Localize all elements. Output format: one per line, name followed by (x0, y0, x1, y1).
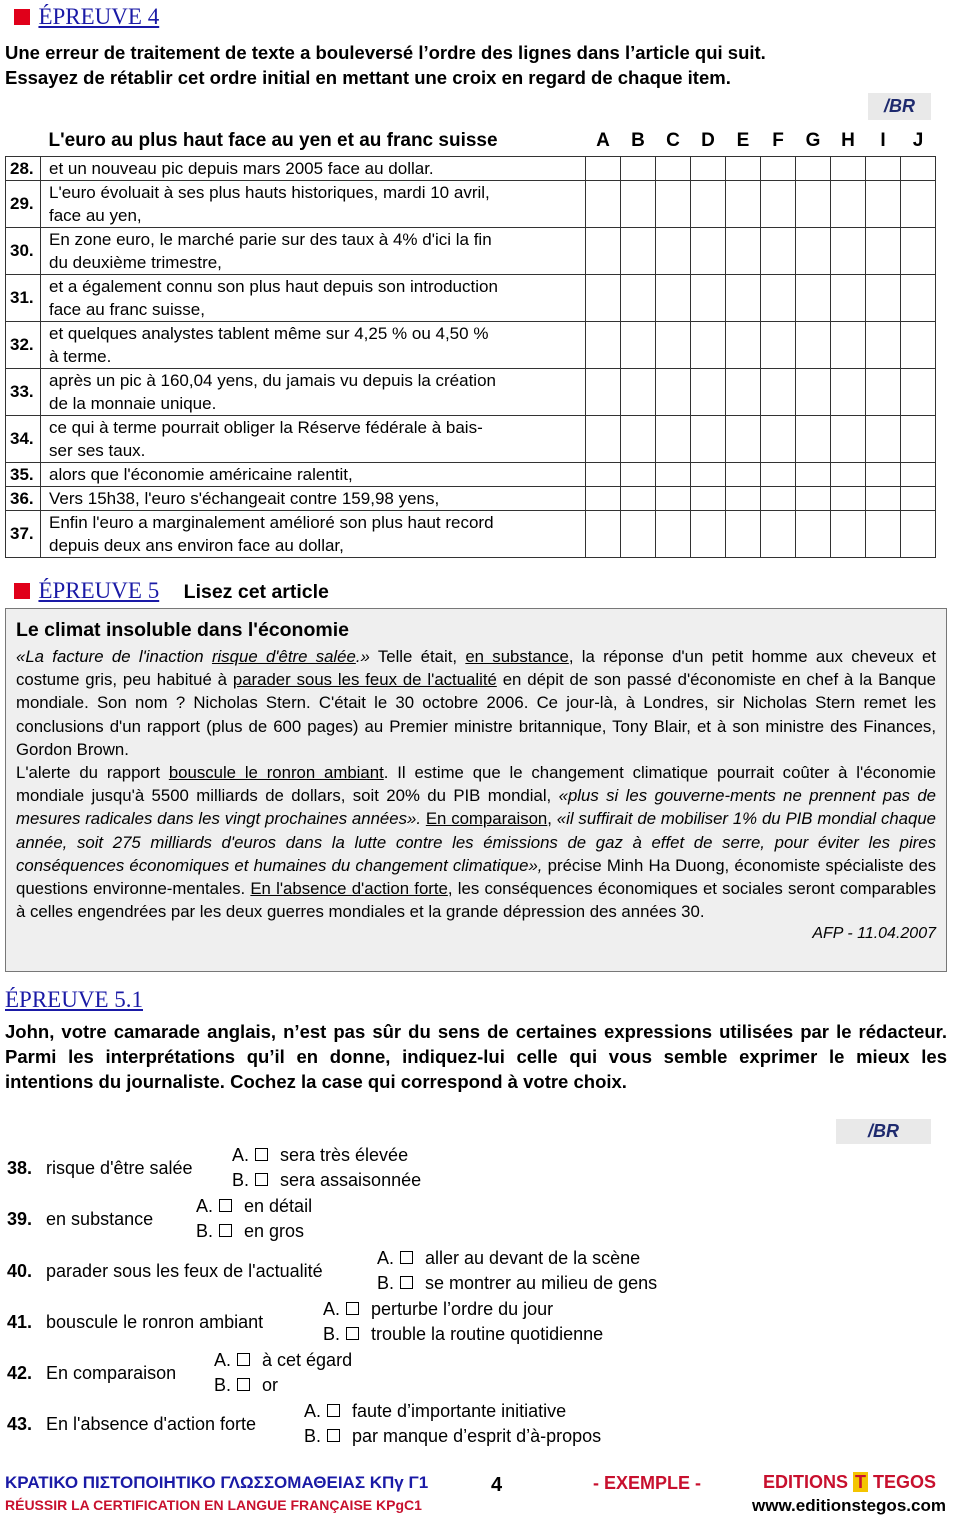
answer-cell[interactable] (691, 181, 726, 228)
answer-cell[interactable] (691, 275, 726, 322)
article-text: , les conséquences économiques et sociales seront comparables à celles engendrées par les deux guerres mondiales et la grande dépression des années 30. (16, 879, 936, 922)
option-label: B. (304, 1426, 322, 1446)
quote-text: «il suffirait de mobiliser 1% du PIB mondial chaque année, soit 275 milliards d'euros dans la lutte contre les émissions de gaz à effet de serre, pour éviter les pires conséquences économiques et humaines du changement climatique», (16, 809, 936, 875)
score-box: /BR (836, 1119, 931, 1144)
row-number: 36. (6, 487, 41, 511)
instruction-line-2: Essayez de rétablir cet ordre initial en mettant une croix en regard de chaque item. (5, 67, 731, 88)
row-text-line: Vers 15h38, l'euro s'échangeait contre 159,98 yens, (49, 489, 440, 508)
row-text (41, 275, 586, 322)
editions-t-mark: T (855, 1472, 867, 1492)
row-text-line: à terme. (49, 347, 112, 366)
column-header: E (736, 130, 750, 151)
article-text: . Il estime que le changement climatique pourrait coûter à l'économie mondiale jusqu'à 5500 milliards de dollars, soit 20% du PIB mondial, (16, 763, 937, 806)
table-row (6, 416, 936, 463)
answer-cell[interactable] (866, 416, 901, 463)
row-number: 37. (6, 511, 41, 558)
editions-logo (763, 1472, 936, 1493)
table-row (6, 181, 936, 228)
ordering-table (5, 126, 936, 558)
option-text: perturbe l’ordre du jour (371, 1299, 554, 1319)
option-label: A. (214, 1350, 232, 1370)
article-body (16, 645, 936, 923)
table-heading: L'euro au plus haut face au yen et au franc suisse (48, 130, 498, 151)
row-text (41, 157, 586, 181)
answer-cell[interactable] (866, 487, 901, 511)
question (7, 1207, 153, 1232)
answer-cell[interactable] (656, 416, 691, 463)
answer-cell[interactable] (586, 228, 621, 275)
answer-cell[interactable] (796, 487, 831, 511)
table-header-row (6, 126, 936, 157)
answer-cell[interactable] (586, 181, 621, 228)
editions-label: EDITIONS (763, 1472, 854, 1492)
checkbox[interactable] (219, 1224, 232, 1237)
answer-cell[interactable] (831, 181, 866, 228)
row-text (41, 228, 586, 275)
answer-cell[interactable] (691, 463, 726, 487)
row-number: 28. (6, 157, 41, 181)
option-text: faute d’importante initiative (352, 1401, 567, 1421)
row-number: 35. (6, 463, 41, 487)
instruction-line-1: Une erreur de traitement de texte a bouleversé l’ordre des lignes dans l’article qui suit. (5, 42, 766, 63)
answer-cell[interactable] (691, 487, 726, 511)
answer-cell[interactable] (586, 369, 621, 416)
option-a (196, 1194, 312, 1219)
option-b (323, 1322, 603, 1347)
answer-cell[interactable] (656, 487, 691, 511)
column-header: B (631, 130, 645, 151)
option-label: A. (196, 1196, 214, 1216)
answer-cell[interactable] (586, 322, 621, 369)
expression-parader: parader sous les feux de l'actualité (232, 670, 497, 690)
question-number: 41. (7, 1312, 33, 1332)
checkbox[interactable] (327, 1404, 340, 1417)
option-label: A. (232, 1145, 250, 1165)
article-text: , la réponse d'un petit homme aux cheveux et costume gris, peu habitué à (16, 647, 937, 690)
answer-cell[interactable] (691, 322, 726, 369)
answer-cell[interactable] (761, 228, 796, 275)
answer-cell[interactable] (866, 275, 901, 322)
answer-cell[interactable] (726, 275, 761, 322)
row-number: 33. (6, 369, 41, 416)
answer-cell[interactable] (761, 416, 796, 463)
option-label: A. (377, 1248, 395, 1268)
answer-cell[interactable] (901, 322, 936, 369)
answer-cell[interactable] (831, 463, 866, 487)
answer-cell[interactable] (831, 322, 866, 369)
option-b (214, 1373, 278, 1398)
row-text-line: ce qui à terme pourrait obliger la Réserve fédérale à bais- (49, 418, 483, 437)
answer-cell[interactable] (621, 369, 656, 416)
option-a (214, 1348, 352, 1373)
checkbox[interactable] (255, 1173, 268, 1186)
answer-cell[interactable] (831, 157, 866, 181)
answer-cell[interactable] (621, 463, 656, 487)
answer-cell[interactable] (691, 157, 726, 181)
answer-cell[interactable] (691, 511, 726, 558)
option-text: aller au devant de la scène (425, 1248, 641, 1268)
row-text-line: du deuxième trimestre, (49, 253, 222, 272)
option-text: à cet égard (262, 1350, 353, 1370)
option-text: sera très élevée (280, 1145, 409, 1165)
option-a (304, 1399, 566, 1424)
epreuve5-subtitle: Lisez cet article (183, 581, 329, 603)
answer-cell[interactable] (726, 511, 761, 558)
epreuve5-title: ÉPREUVE 5 (38, 578, 160, 603)
answer-cell[interactable] (726, 181, 761, 228)
editions-label: TEGOS (868, 1472, 937, 1492)
column-header: H (841, 130, 855, 151)
option-label: B. (377, 1273, 395, 1293)
checkbox[interactable] (237, 1378, 250, 1391)
question-expression: risque d'être salée (46, 1158, 193, 1178)
column-header: J (912, 130, 924, 151)
expression-substance: en substance (465, 647, 569, 666)
option-b (377, 1271, 657, 1296)
option-label: B. (232, 1170, 250, 1190)
expression-bouscule: bouscule le ronron ambiant (168, 763, 384, 783)
answer-cell[interactable] (901, 416, 936, 463)
answer-cell[interactable] (866, 463, 901, 487)
option-a (232, 1143, 408, 1168)
option-label: A. (323, 1299, 341, 1319)
article-text: précise Minh Ha Duong, économiste spécialiste des questions environne-mentales. (16, 855, 936, 899)
answer-cell[interactable] (586, 275, 621, 322)
option-text: sera assaisonnée (280, 1170, 422, 1190)
row-text-line: après un pic à 160,04 yens, du jamais vu depuis la création (49, 371, 496, 390)
checkbox[interactable] (219, 1199, 232, 1212)
option-a (377, 1246, 640, 1271)
row-text-line: depuis deux ans environ face au dollar, (49, 536, 344, 555)
answer-cell[interactable] (621, 157, 656, 181)
quote-text: «La facture de l'inaction (16, 647, 212, 666)
row-text (41, 369, 586, 416)
question-expression: bouscule le ronron ambiant (46, 1312, 264, 1332)
answer-cell[interactable] (656, 228, 691, 275)
answer-cell[interactable] (866, 369, 901, 416)
answer-cell[interactable] (796, 416, 831, 463)
answer-cell[interactable] (761, 511, 796, 558)
row-text-line: de la monnaie unique. (49, 394, 217, 413)
checkbox[interactable] (400, 1276, 413, 1289)
answer-cell[interactable] (691, 416, 726, 463)
table-row (6, 322, 936, 369)
question-expression: parader sous les feux de l'actualité (46, 1261, 323, 1281)
answer-cell[interactable] (761, 322, 796, 369)
answer-cell[interactable] (656, 511, 691, 558)
article-title: Le climat insoluble dans l'économie (16, 619, 349, 641)
expression-risque: risque d'être salée (211, 647, 356, 666)
answer-cell[interactable] (831, 511, 866, 558)
table-row (6, 228, 936, 275)
answer-cell[interactable] (586, 463, 621, 487)
answer-cell[interactable] (796, 463, 831, 487)
answer-cell[interactable] (901, 511, 936, 558)
question (7, 1412, 256, 1437)
answer-cell[interactable] (796, 157, 831, 181)
column-header: I (880, 130, 886, 151)
row-text-line: alors que l'économie américaine ralentit, (49, 465, 353, 484)
footer-greek: ΚΡΑΤΙΚΟ ΠΙΣΤΟΠΟΙΗΤΙΚΟ ΓΛΩΣΣΟΜΑΘΕΙΑΣ ΚΠγ Γ1 (5, 1473, 429, 1492)
question-expression: En comparaison (46, 1363, 177, 1383)
article-text: , (547, 809, 557, 829)
article-source: AFP - 11.04.2007 (812, 925, 936, 943)
question-number: 39. (7, 1209, 33, 1229)
row-number: 30. (6, 228, 41, 275)
answer-cell[interactable] (761, 369, 796, 416)
column-header: D (701, 130, 715, 151)
row-text-line: Enfin l'euro a marginalement amélioré son plus haut record (49, 513, 494, 532)
answer-cell[interactable] (621, 511, 656, 558)
red-square-icon (14, 583, 30, 599)
answer-cell[interactable] (691, 228, 726, 275)
answer-cell[interactable] (726, 416, 761, 463)
row-text (41, 416, 586, 463)
epreuve4-instruction (5, 40, 955, 90)
row-text (41, 487, 586, 511)
option-b (196, 1219, 304, 1244)
checkbox[interactable] (327, 1429, 340, 1442)
epreuve51-instruction: John, votre camarade anglais, n’est pas sûr du sens de certaines expressions utilisées par le rédacteur. Parmi les interprétations qu’il en donne, indiquez-lui celle qui vous semble exprimer le mieux les intentions du journaliste. Cochez la case qui correspond à votre choix. (5, 1021, 947, 1092)
expression-comparaison: En comparaison (425, 809, 548, 829)
table-row (6, 487, 936, 511)
answer-cell[interactable] (726, 228, 761, 275)
answer-cell[interactable] (831, 487, 866, 511)
answer-cell[interactable] (901, 463, 936, 487)
answer-cell[interactable] (726, 369, 761, 416)
answer-cell[interactable] (621, 228, 656, 275)
question (7, 1259, 323, 1284)
answer-cell[interactable] (656, 181, 691, 228)
question-expression: En l'absence d'action forte (46, 1414, 257, 1434)
row-text-line: ser ses taux. (49, 441, 146, 460)
column-header: F (772, 130, 784, 151)
answer-cell[interactable] (656, 157, 691, 181)
option-label: A. (304, 1401, 322, 1421)
column-header: A (596, 130, 610, 151)
option-b (304, 1424, 601, 1449)
footer-exemple: - EXEMPLE - (593, 1473, 702, 1493)
option-b (232, 1168, 421, 1193)
answer-cell[interactable] (586, 157, 621, 181)
epreuve5-heading (14, 578, 329, 604)
column-header: G (805, 130, 821, 151)
answer-cell[interactable] (726, 463, 761, 487)
row-text-line: En zone euro, le marché parie sur des taux à 4% d'ici la fin (49, 230, 492, 249)
expression-absence: En l'absence d'action forte (250, 879, 448, 899)
answer-cell[interactable] (656, 463, 691, 487)
answer-cell[interactable] (866, 157, 901, 181)
answer-cell[interactable] (761, 275, 796, 322)
epreuve4-heading (14, 4, 159, 30)
table-row (6, 275, 936, 322)
score-box: /BR (868, 93, 931, 120)
answer-cell[interactable] (901, 275, 936, 322)
answer-cell[interactable] (831, 369, 866, 416)
answer-cell[interactable] (866, 511, 901, 558)
column-header: C (666, 130, 680, 151)
row-text (41, 322, 586, 369)
answer-cell[interactable] (831, 228, 866, 275)
answer-cell[interactable] (901, 228, 936, 275)
answer-cell[interactable] (691, 369, 726, 416)
red-square-icon (14, 9, 30, 25)
article-text: en dépit de son passé d'économiste en chef à la Banque mondiale. Son nom ? Nicholas Stern. C'était le 30 octobre 2006. Ce jour-là, à Londres, sir Nicholas Stern remet les conclusions d'un rapport (plus de 600 pages) au Premier ministre britannique, Tony Blair, et à son ministre des Finances, Gordon Brown. (16, 670, 936, 759)
row-text-line: et un nouveau pic depuis mars 2005 face au dollar. (49, 159, 434, 178)
answer-cell[interactable] (656, 322, 691, 369)
row-number: 32. (6, 322, 41, 369)
option-text: par manque d’esprit d’à-propos (352, 1426, 602, 1446)
row-text-line: et quelques analystes tablent même sur 4,25 % ou 4,50 % (49, 324, 489, 343)
checkbox[interactable] (255, 1148, 268, 1161)
row-text-line: L'euro évoluait à ses plus hauts historiques, mardi 10 avril, (49, 183, 490, 202)
answer-cell[interactable] (796, 322, 831, 369)
checkbox[interactable] (237, 1353, 250, 1366)
question-number: 42. (7, 1363, 33, 1383)
answer-cell[interactable] (621, 322, 656, 369)
answer-cell[interactable] (866, 181, 901, 228)
option-text: en gros (244, 1221, 305, 1241)
row-text (41, 511, 586, 558)
quote-text: .» (355, 647, 370, 666)
quote-text: «plus si les gouverne-ments ne prennent pas de mesures radicales dans les vingt prochaines années». (16, 786, 936, 829)
row-number: 31. (6, 275, 41, 322)
answer-cell[interactable] (866, 322, 901, 369)
option-a (323, 1297, 553, 1322)
answer-cell[interactable] (586, 487, 621, 511)
row-text-line: et a également connu son plus haut depuis son introduction (49, 277, 498, 296)
answer-cell[interactable] (901, 487, 936, 511)
row-number: 34. (6, 416, 41, 463)
answer-cell[interactable] (621, 487, 656, 511)
question-expression: en substance (46, 1209, 154, 1229)
answer-cell[interactable] (796, 511, 831, 558)
answer-cell[interactable] (761, 157, 796, 181)
row-number: 29. (6, 181, 41, 228)
answer-cell[interactable] (621, 416, 656, 463)
option-label: B. (323, 1324, 341, 1344)
table-row (6, 511, 936, 558)
answer-cell[interactable] (621, 181, 656, 228)
answer-cell[interactable] (586, 511, 621, 558)
answer-cell[interactable] (796, 181, 831, 228)
article-text: L'alerte du rapport (16, 763, 169, 783)
article-box (5, 608, 947, 972)
table-row (6, 369, 936, 416)
website-link[interactable]: www.editionstegos.com (752, 1496, 946, 1515)
question-number: 38. (7, 1158, 33, 1178)
question-number: 40. (7, 1261, 33, 1281)
answer-cell[interactable] (901, 157, 936, 181)
option-label: B. (196, 1221, 214, 1241)
answer-cell[interactable] (726, 487, 761, 511)
option-text: or (262, 1375, 279, 1395)
question (7, 1310, 263, 1335)
checkbox[interactable] (346, 1327, 359, 1340)
answer-cell[interactable] (796, 228, 831, 275)
answer-cell[interactable] (656, 275, 691, 322)
option-label: B. (214, 1375, 232, 1395)
table-row (6, 463, 936, 487)
question (7, 1156, 193, 1181)
answer-cell[interactable] (726, 157, 761, 181)
row-text (41, 181, 586, 228)
answer-cell[interactable] (761, 487, 796, 511)
table-row (6, 157, 936, 181)
answer-cell[interactable] (866, 228, 901, 275)
footer-french: RÉUSSIR LA CERTIFICATION EN LANGUE FRANÇAISE KPgC1 (5, 1497, 422, 1513)
answer-cell[interactable] (901, 369, 936, 416)
answer-cell[interactable] (656, 369, 691, 416)
row-text (41, 463, 586, 487)
checkbox[interactable] (400, 1251, 413, 1264)
option-text: trouble la routine quotidienne (371, 1324, 604, 1344)
question-number: 43. (7, 1414, 33, 1434)
answer-cell[interactable] (831, 416, 866, 463)
page-number: 4 (491, 1474, 503, 1496)
option-text: en détail (244, 1196, 313, 1216)
row-text-line: face au yen, (49, 206, 142, 225)
option-text: se montrer au milieu de gens (425, 1273, 658, 1293)
answer-cell[interactable] (796, 369, 831, 416)
epreuve51-title: ÉPREUVE 5.1 (5, 987, 143, 1012)
answer-cell[interactable] (796, 275, 831, 322)
answer-cell[interactable] (586, 416, 621, 463)
answer-cell[interactable] (621, 275, 656, 322)
epreuve4-title: ÉPREUVE 4 (38, 4, 160, 29)
answer-cell[interactable] (726, 322, 761, 369)
answer-cell[interactable] (761, 463, 796, 487)
article-text: Telle était, (369, 647, 466, 666)
answer-cell[interactable] (831, 275, 866, 322)
checkbox[interactable] (346, 1302, 359, 1315)
row-text-line: face au franc suisse, (49, 300, 205, 319)
answer-cell[interactable] (901, 181, 936, 228)
question (7, 1361, 176, 1386)
answer-cell[interactable] (761, 181, 796, 228)
